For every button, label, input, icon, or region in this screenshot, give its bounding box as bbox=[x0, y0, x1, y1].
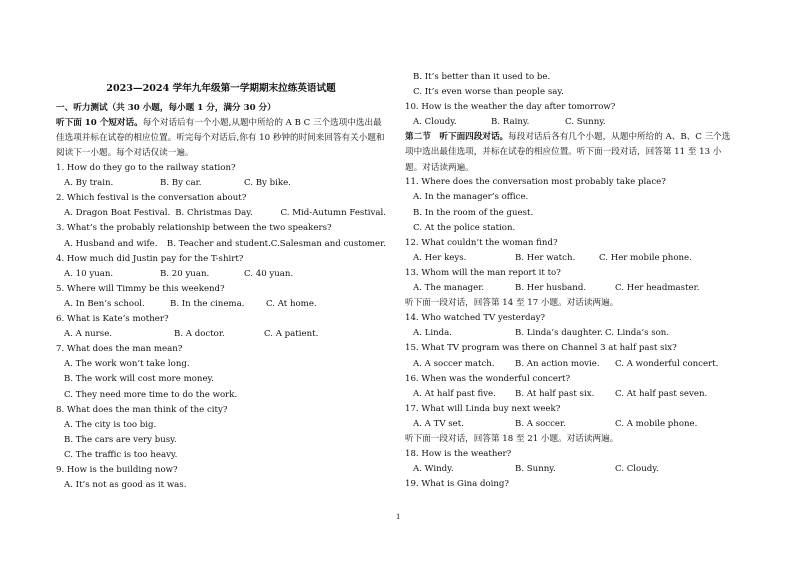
instructions-14-17: 听下面一段对话，回答第 14 至 17 小题。对话读两遍。 bbox=[405, 298, 619, 309]
right-column bbox=[405, 70, 737, 492]
option-a: A. Cloudy. bbox=[413, 117, 457, 128]
option-b: B. A soccer. bbox=[515, 418, 566, 429]
question-14-options bbox=[405, 326, 737, 341]
option-c: C. At home. bbox=[266, 298, 317, 309]
option-a: A. A soccer match. bbox=[413, 358, 495, 369]
option-c: C. A wonderful concert. bbox=[615, 358, 719, 369]
question-6: 6. What is Kate’s mother? bbox=[56, 314, 169, 325]
option-c: C. Sunny. bbox=[565, 117, 606, 128]
question-8-option-a: A. The city is too big. bbox=[64, 419, 157, 430]
left-column bbox=[56, 79, 386, 493]
option-c: C. 40 yuan. bbox=[244, 268, 294, 279]
option-a: A. A TV set. bbox=[413, 418, 464, 429]
question-17-options bbox=[405, 417, 737, 432]
question-7-option-c: C. They need more time to do the work. bbox=[64, 389, 238, 400]
option-c: C. Cloudy. bbox=[615, 464, 659, 475]
question-1: 1. How do they go to the railway station? bbox=[56, 163, 236, 174]
question-8-option-b: B. The cars are very busy. bbox=[64, 434, 177, 445]
question-4: 4. How much did Justin pay for the T-shirt? bbox=[56, 253, 244, 264]
question-8: 8. What does the man think of the city? bbox=[56, 404, 228, 415]
question-4-options bbox=[56, 267, 386, 282]
section2-instructions-bold: 第二节 听下面四段对话。 bbox=[405, 132, 509, 143]
question-7: 7. What does the man mean? bbox=[56, 344, 183, 355]
option-a: A. Dragon Boat Festival. bbox=[64, 208, 171, 219]
question-2-options bbox=[56, 206, 386, 221]
question-12-options bbox=[405, 251, 737, 266]
option-a: A. Linda. bbox=[413, 328, 453, 339]
question-15-options bbox=[405, 357, 737, 372]
question-9: 9. How is the building now? bbox=[56, 464, 178, 475]
section1-heading: 一、听力测试（共 30 小题，每小题 1 分，满分 30 分） bbox=[56, 103, 276, 113]
option-b: B. Christmas Day. bbox=[175, 208, 253, 219]
question-10-options bbox=[405, 115, 737, 130]
question-11-option-c: C. At the police station. bbox=[413, 222, 516, 233]
option-c: C. A patient. bbox=[264, 329, 319, 340]
option-c: C. Mid-Autumn Festival. bbox=[280, 208, 386, 219]
question-16: 16. When was the wonderful concert? bbox=[405, 373, 571, 384]
option-c: C. Linda’s son. bbox=[605, 328, 670, 339]
option-c: C. A mobile phone. bbox=[615, 418, 698, 429]
question-19: 19. What is Gina doing? bbox=[405, 479, 510, 490]
question-10: 10. How is the weather the day after tomorrow? bbox=[405, 102, 616, 113]
option-b: B. Her husband. bbox=[515, 283, 587, 294]
option-b: B. 20 yuan. bbox=[160, 268, 210, 279]
option-b: B. Rainy. bbox=[491, 117, 530, 128]
question-9-option-c: C. It’s even worse than people say. bbox=[413, 87, 564, 98]
question-14: 14. Who watched TV yesterday? bbox=[405, 313, 546, 324]
option-a: A. By train. bbox=[64, 178, 114, 189]
question-11-option-a: A. In the manager’s office. bbox=[413, 192, 529, 203]
question-8-option-c: C. The traffic is too heavy. bbox=[64, 449, 178, 460]
option-a: A. In Ben’s school. bbox=[64, 298, 145, 309]
option-c: C. At half past seven. bbox=[615, 388, 708, 399]
option-b: B. An action movie. bbox=[515, 358, 600, 369]
option-b: B. Sunny. bbox=[515, 464, 556, 475]
option-a: A. The manager. bbox=[413, 283, 485, 294]
option-c: C. Her headmaster. bbox=[615, 283, 700, 294]
option-a: A. 10 yuan. bbox=[64, 268, 114, 279]
option-b: B. At half past six. bbox=[515, 388, 595, 399]
option-a: A. A nurse. bbox=[64, 329, 113, 340]
question-12: 12. What couldn’t the woman find? bbox=[405, 237, 558, 248]
option-c: C. Her mobile phone. bbox=[599, 252, 692, 263]
section2-instructions-text: 每段对话后各有几个小题，从题中所给的 A、B、C 三个选项中选出最佳选项，并标在试卷的相应位置。听下面一段对话，回答第 11 至 13 小题。对话读两遍。 bbox=[405, 132, 731, 173]
question-11-option-b: B. In the room of the guest. bbox=[413, 207, 534, 218]
option-a: A. At half past five. bbox=[413, 388, 496, 399]
option-b: B. In the cinema. bbox=[170, 298, 245, 309]
question-7-option-a: A. The work won’t take long. bbox=[64, 359, 190, 370]
question-13-options bbox=[405, 281, 737, 296]
option-b: B. By car. bbox=[160, 178, 202, 189]
question-5: 5. Where will Timmy be this weekend? bbox=[56, 283, 225, 294]
option-b: B. A doctor. bbox=[174, 329, 225, 340]
question-13: 13. Whom will the man report it to? bbox=[405, 267, 561, 278]
question-18: 18. How is the weather? bbox=[405, 449, 512, 460]
option-a: A. Husband and wife. bbox=[64, 238, 158, 249]
option-b: B. Linda’s daughter. bbox=[515, 328, 603, 339]
question-9-option-b: B. It’s better than it used to be. bbox=[413, 72, 551, 82]
question-18-options bbox=[405, 462, 737, 477]
question-3-options bbox=[56, 237, 386, 252]
section2-instructions bbox=[405, 130, 737, 175]
option-b: B. Her watch. bbox=[515, 252, 576, 263]
page-title: 2023—2024 学年九年级第一学期期末拉练英语试题 bbox=[106, 83, 336, 94]
question-3: 3. What’s the probably relationship between the two speakers? bbox=[56, 223, 332, 234]
option-b: B. Teacher and student. bbox=[166, 238, 271, 249]
section1-instructions bbox=[56, 116, 386, 161]
question-1-options bbox=[56, 176, 386, 191]
question-16-options bbox=[405, 387, 737, 402]
question-2: 2. Which festival is the conversation about? bbox=[56, 193, 247, 204]
section1-instructions-text: 每个对话后有一个小题,从题中所给的 A B C 三个选项中选出最佳选项并标在试卷的相应位置。听完每个对话后,你有 10 秒钟的时间来回答有关小题和阅读下一小题。每个对话仅读一遍。 bbox=[56, 118, 385, 159]
question-15: 15. What TV program was there on Channel 3 at half past six? bbox=[405, 343, 677, 354]
question-6-options bbox=[56, 327, 386, 342]
page-number: 1 bbox=[396, 513, 401, 521]
option-a: A. Windy. bbox=[413, 464, 454, 475]
instructions-18-21: 听下面一段对话，回答第 18 至 21 小题。对话读两遍。 bbox=[405, 433, 619, 444]
question-9-option-a: A. It’s not as good as it was. bbox=[64, 480, 187, 491]
question-7-option-b: B. The work will cost more money. bbox=[64, 374, 214, 385]
option-a: A. Her keys. bbox=[413, 252, 467, 263]
question-11: 11. Where does the conversation most probably take place? bbox=[405, 177, 666, 188]
section1-instructions-bold: 听下面 10 个短对话。 bbox=[56, 118, 143, 129]
option-c: C.Salesman and customer. bbox=[270, 238, 386, 249]
question-17: 17. What will Linda buy next week? bbox=[405, 403, 561, 414]
option-c: C. By bike. bbox=[244, 178, 291, 189]
question-5-options bbox=[56, 297, 386, 312]
